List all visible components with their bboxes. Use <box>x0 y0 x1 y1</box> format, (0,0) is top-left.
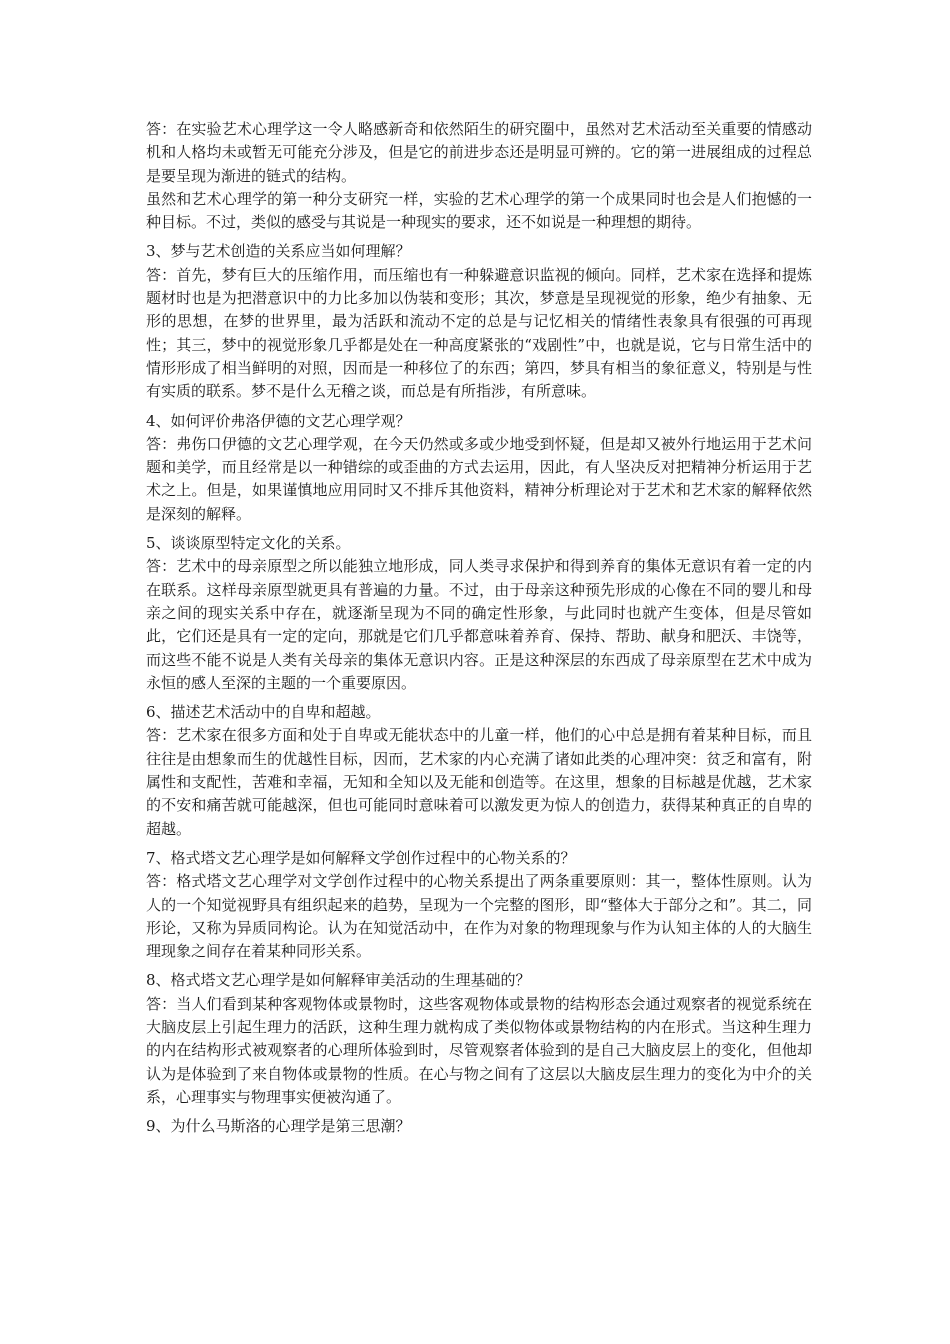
qa-section-3 <box>146 240 812 403</box>
qa-section-8 <box>146 969 812 1109</box>
answer-4: 答：弗伤口伊德的文艺心理学观，在今天仍然或多或少地受到怀疑，但是却又被外行地运用于艺术问题和美学，而且经常是以一种错综的或歪曲的方式去运用，因此，有人坚决反对把精神分析运用于艺术之上。但是，如果谨慎地应用同时又不排斥其他资料，精神分析理论对于艺术和艺术家的解释依然是深刻的解释。 <box>146 434 812 523</box>
answer-8: 答：当人们看到某种客观物体或景物时，这些客观物体或景物的结构形态会通过观察者的视觉系统在大脑皮层上引起生理力的活跃，这种生理力就构成了类似物体或景物结构的内在形式。当这种生理力的内在结构形式被观察者的心理所体验到时，尽管观察者体验到的是自己大脑皮层上的变化，但他却认为是体验到了来自物体或景物的性质。在心与物之间有了这层以大脑皮层生理力的变化为中介的关系，心理事实与物理事实便被沟通了。 <box>146 994 812 1106</box>
intro-paragraph-2: 虽然和艺术心理学的第一种分支研究一样，实验的艺术心理学的第一个成果同时也会是人们抱憾的一种目标。不过，类似的感受与其说是一种现实的要求，还不如说是一种理想的期待。 <box>146 189 812 232</box>
question-7: 7、格式塔文艺心理学是如何解释文学创作过程中的心物关系的？ <box>146 848 576 867</box>
answer-6: 答：艺术家在很多方面和处于自卑或无能状态中的儿童一样，他们的心中总是拥有着某种目标，而且往往是由想象而生的优越性目标，因而，艺术家的内心充满了诸如此类的心理冲突：贫乏和富有，附属性和支配性，苦难和幸福，无知和全知以及无能和创造等。在这里，想象的目标越是优越，艺术家的不安和痛苦就可能越深，但也可能同时意味着可以激发更为惊人的创造力，获得某种真正的自卑的超越。 <box>146 726 812 838</box>
intro-paragraph-1: 答：在实验艺术心理学这一令人略感新奇和依然陌生的研究圈中，虽然对艺术活动至关重要的情感动机和人格均未或暂无可能充分涉及，但是它的前进步态还是明显可辨的。它的第一进展组成的过程总是要呈现为渐进的链式的结构。 <box>146 120 812 185</box>
qa-section-6 <box>146 701 812 841</box>
question-5: 5、谈谈原型特定文化的关系。 <box>146 534 351 553</box>
qa-section-5 <box>146 532 812 695</box>
qa-section-9 <box>146 1115 812 1138</box>
qa-section-7 <box>146 847 812 963</box>
answer-3: 答：首先，梦有巨大的压缩作用，而压缩也有一种躲避意识监视的倾向。同样，艺术家在选择和提炼题材时也是为把潜意识中的力比多加以伪装和变形；其次，梦意是呈现视觉的形象，绝少有抽象、无形的思想，在梦的世界里，最为活跃和流动不定的总是与记忆相关的情绪性表象具有很强的可再现性；其三，梦中的视觉形象几乎都是处在一种高度紧张的“戏剧性”中，也就是说，它与日常生活中的情形形成了相当鲜明的对照，因而是一种移位了的东西；第四，梦具有相当的象征意义，特别是与性有实质的联系。梦不是什么无稽之谈，而总是有所指涉，有所意味。 <box>146 265 812 401</box>
question-8: 8、格式塔文艺心理学是如何解释审美活动的生理基础的？ <box>146 971 531 990</box>
answer-7: 答：格式塔文艺心理学对文学创作过程中的心物关系提出了两条重要原则：其一，整体性原则。认为人的一个知觉视野具有组织起来的趋势，呈现为一个完整的图形，即“整体大于部分之和”。其二，同形论，又称为异质同构论。认为在知觉活动中，在作为对象的物理现象与作为认知主体的人的大脑生理现象之间存在着某种同形关系。 <box>146 872 812 961</box>
qa-section-4 <box>146 410 812 526</box>
question-3: 3、梦与艺术创造的关系应当如何理解？ <box>146 242 411 261</box>
question-9: 9、为什么马斯洛的心理学是第三思潮？ <box>146 1117 411 1136</box>
answer-5: 答：艺术中的母亲原型之所以能独立地形成，同人类寻求保护和得到养育的集体无意识有着一定的内在联系。这样母亲原型就更具有普遍的力量。不过，由于母亲这种预先形成的心像在不同的婴儿和母亲之间的现实关系中存在，就逐渐呈现为不同的确定性形象，与此同时也就产生变体，但是尽管如此，它们还是具有一定的定向，那就是它们几乎都意味着养育、保持、帮助、献身和肥沃、丰饶等，而这些不能不说是人类有关母亲的集体无意识内容。正是这种深层的东西成了母亲原型在艺术中成为永恒的感人至深的主题的一个重要原因。 <box>146 557 812 692</box>
question-4: 4、如何评价弗洛伊德的文艺心理学观？ <box>146 411 411 430</box>
document-page <box>146 118 812 1138</box>
question-6: 6、描述艺术活动中的自卑和超越。 <box>146 703 381 722</box>
